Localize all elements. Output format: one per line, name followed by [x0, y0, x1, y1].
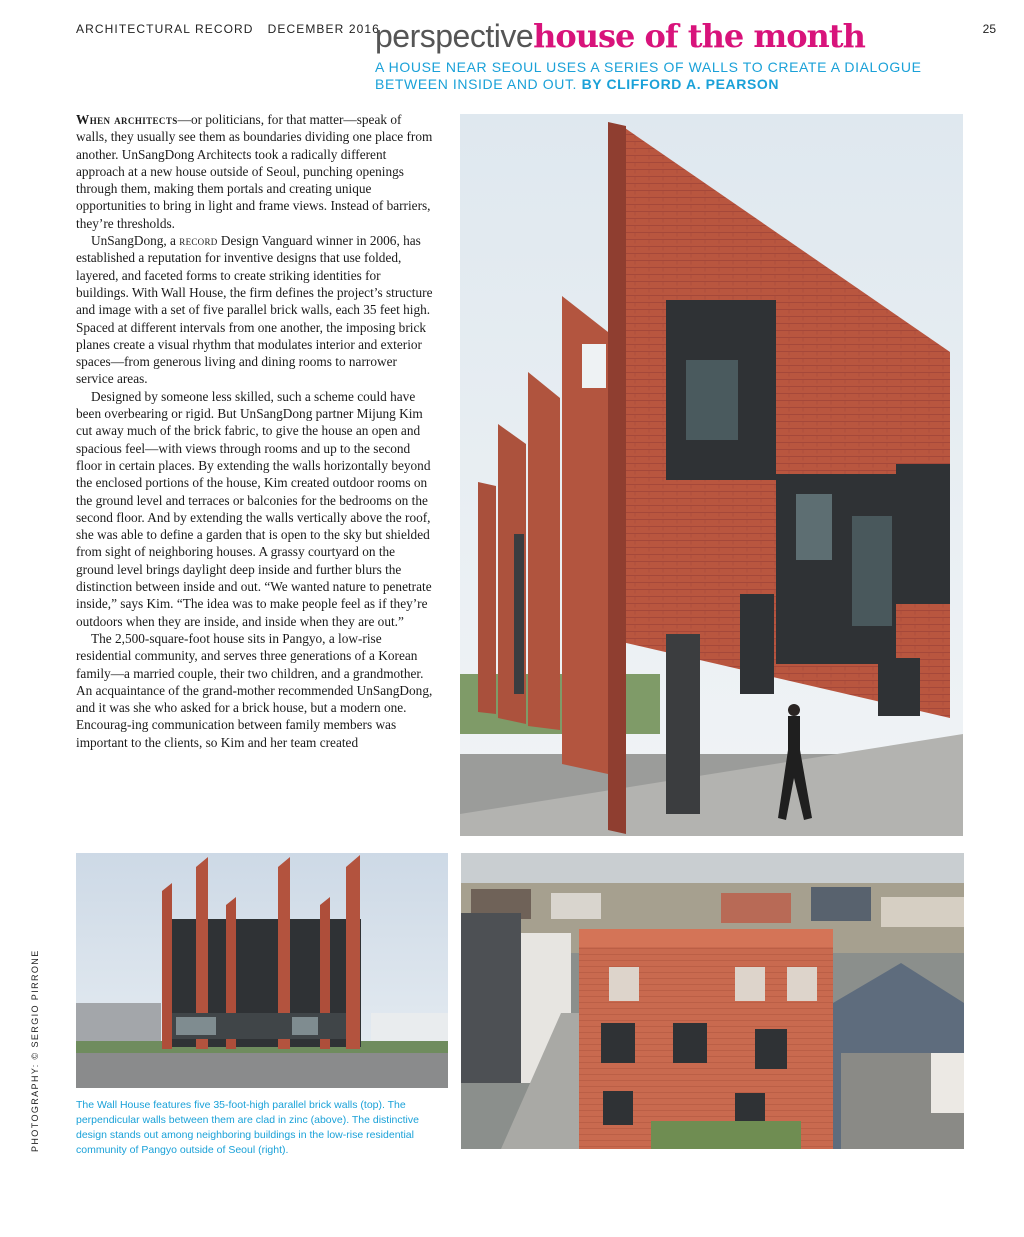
- lead-in: When architects: [76, 112, 178, 127]
- article-body: [76, 111, 436, 751]
- paragraph-2-text-a: UnSangDong, a: [91, 233, 180, 249]
- deck-text: A HOUSE NEAR SEOUL USES A SERIES OF WALLS TO CREATE A DIALOGUE BETWEEN INSIDE AND OUT.: [375, 59, 922, 92]
- page-title: [375, 16, 865, 56]
- photo-credit: PHOTOGRAPHY: © SERGIO PIRRONE: [30, 949, 40, 1152]
- photo-aerial-neighborhood: [461, 853, 964, 1149]
- issue-date: DECEMBER 2016: [267, 22, 380, 36]
- paragraph-2-text-b: Design Vanguard winner in 2006, has established a reputation for inventive designs that use folded, layered, and faceted forms to create striking identities for buildings. With Wall House, the firm defines the project’s structure and image with a set of five parallel brick walls, each 35 feet high. Spaced at different intervals from one another, the imposing brick planes create a visual rhythm that modulates interior and exterior spaces—from generous living and dining rooms to narrower service areas.: [76, 233, 433, 387]
- paragraph-1-text: —or politicians, for that matter—speak of walls, they usually see them as boundaries dividing one place from another. UnSangDong Architects took a radically different approach at a new house outside of Seoul, punching openings through them, making them portals and creating unique opportunities to bring in light and frame views. Instead of barriers, they’re thresholds.: [76, 112, 433, 231]
- publication-name: ARCHITECTURAL RECORD: [76, 22, 254, 36]
- paragraph-2: [76, 232, 436, 388]
- running-header: [76, 22, 380, 36]
- paragraph-4: The 2,500-square-foot house sits in Pangyo, a low-rise residential community, and serves three generations of a Korean family—a married couple, their two children, and a grandmother. An acquaintance of the grand-mother recommended UnSangDong, and it was she who asked for a brick house, but a modern one. Encourag-ing communication between family members was important to the clients, so Kim and her team created: [76, 630, 433, 750]
- byline: BY CLIFFORD A. PEARSON: [581, 76, 780, 92]
- column-name: house of the month: [533, 17, 865, 55]
- photo-caption: The Wall House features five 35-foot-high parallel brick walls (top). The perpendicular walls between them are clad in zinc (above). The distinctive design stands out among neighboring buildings in the low-rise residential community of Pangyo outside of Seoul (right).: [76, 1099, 419, 1156]
- paragraph-3: Designed by someone less skilled, such a scheme could have been overbearing or rigid. But UnSangDong partner Mijung Kim cut away much of the brick fabric, to give the house an open and spacious feel—with views through rooms and up to the second floor in certain places. By extending the walls horizontally beyond the enclosed portions of the house, Kim created outdoor rooms on the ground level and terraces or balconies for the bedrooms on the second floor. And by extending the walls vertically above the roof, she was able to define a garden that is open to the sky but shielded from sight of neighboring houses. A grassy courtyard on the ground level brings daylight deep inside and further blurs the distinction between inside and out. “We wanted nature to penetrate inside,” says Kim. “The idea was to make people feel as if they’re outdoors when they are inside, and inside when they are out.”: [76, 388, 432, 629]
- record-smallcaps: record: [179, 233, 218, 249]
- article-deck: [375, 59, 935, 93]
- photo-wall-house-perspective: [460, 114, 963, 836]
- section-name: perspective: [375, 18, 534, 54]
- photo-zinc-facade: [76, 853, 448, 1088]
- page-number: 25: [982, 22, 996, 36]
- paragraph-1: [76, 111, 436, 232]
